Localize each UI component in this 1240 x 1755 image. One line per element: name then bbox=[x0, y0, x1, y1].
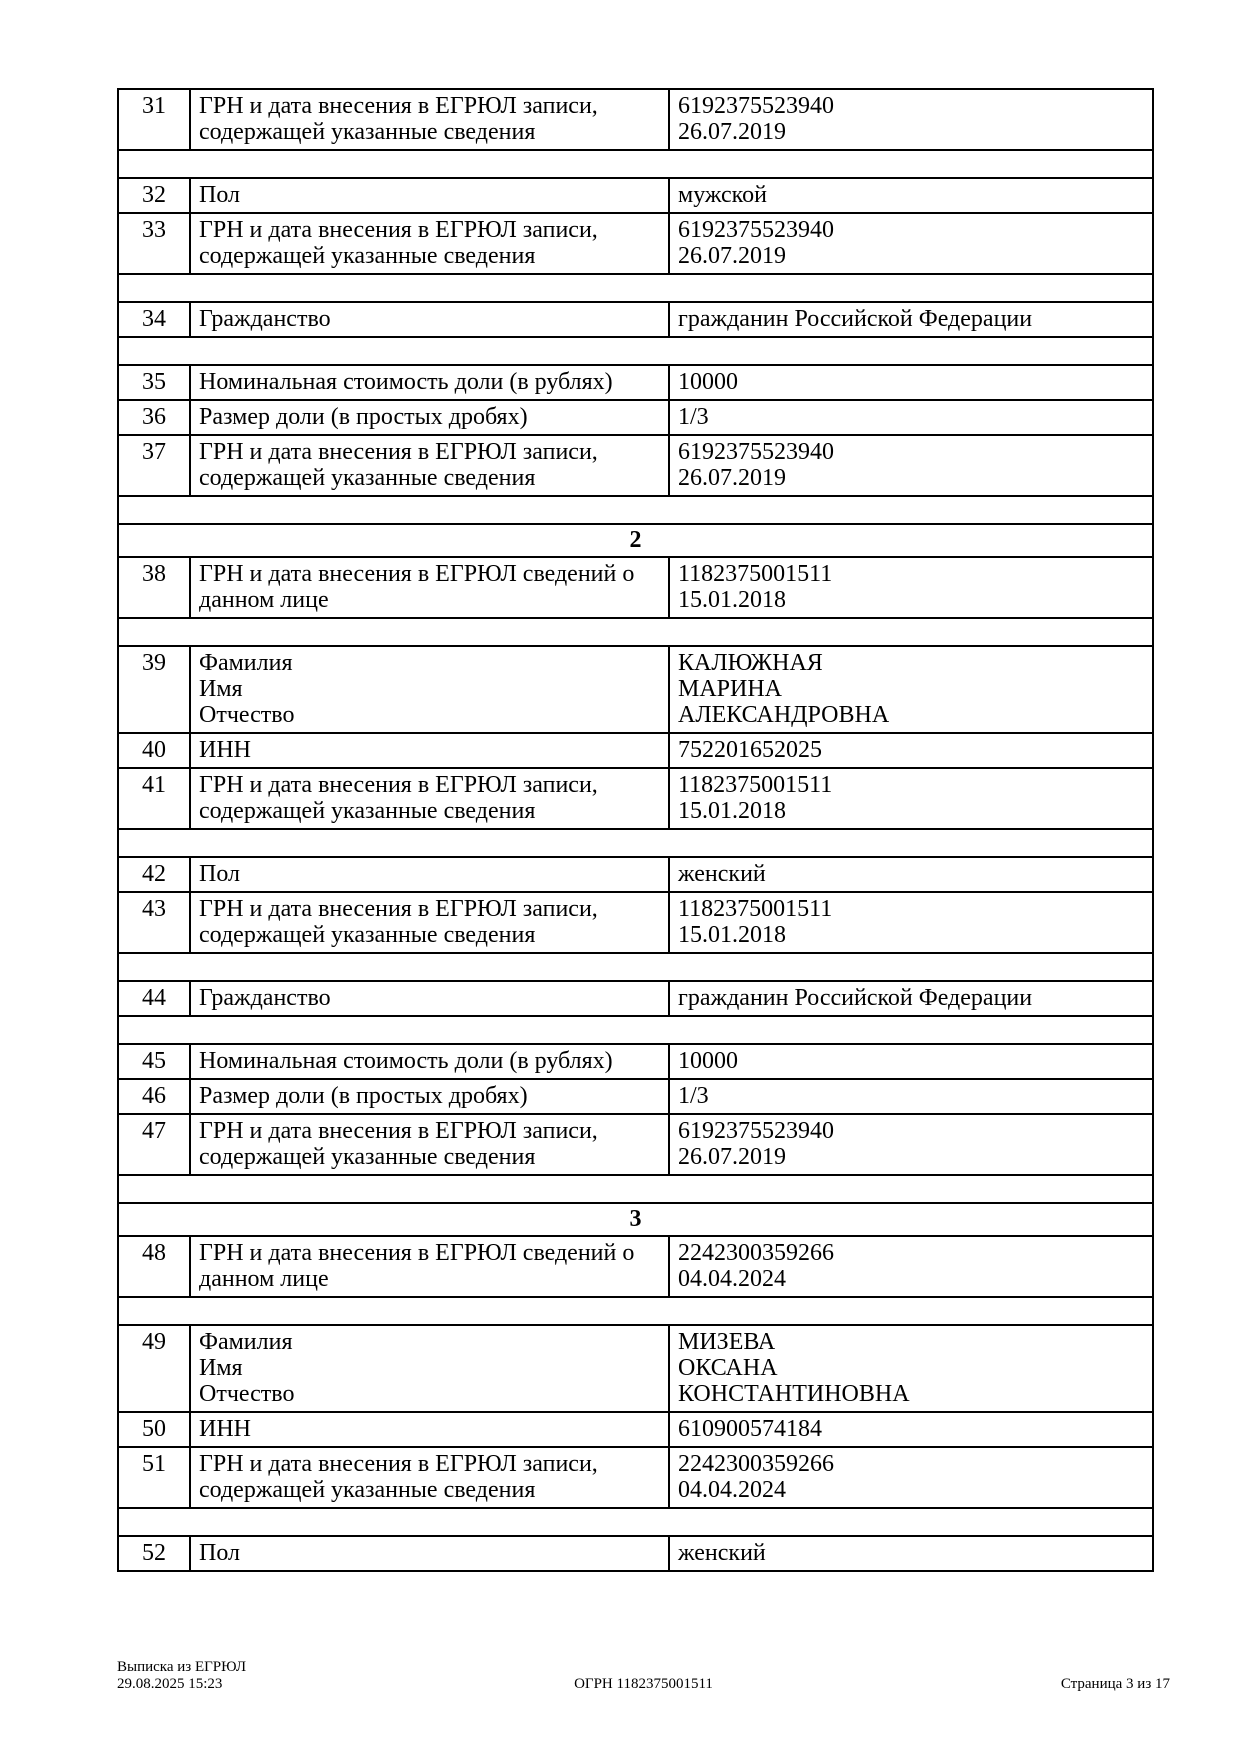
row-label bbox=[191, 982, 670, 1015]
value-line: 1/3 bbox=[678, 404, 709, 430]
row-label bbox=[191, 436, 670, 495]
spacer-row bbox=[119, 1017, 1152, 1045]
table-row bbox=[119, 1326, 1152, 1413]
table-row bbox=[119, 982, 1152, 1017]
row-label bbox=[191, 734, 670, 767]
row-value bbox=[670, 1413, 1152, 1446]
row-value bbox=[670, 893, 1152, 952]
value-line: женский bbox=[678, 1540, 766, 1566]
row-value bbox=[670, 1045, 1152, 1078]
value-line: гражданин Российской Федерации bbox=[678, 306, 1033, 332]
row-label bbox=[191, 647, 670, 732]
spacer-row bbox=[119, 1298, 1152, 1326]
row-value bbox=[670, 90, 1152, 149]
footer-left bbox=[117, 1659, 457, 1693]
label-line: содержащей указанные сведения bbox=[199, 798, 536, 824]
section-header-row bbox=[119, 1204, 1152, 1237]
row-value bbox=[670, 1237, 1152, 1296]
value-line: 15.01.2018 bbox=[678, 587, 786, 613]
row-value bbox=[670, 734, 1152, 767]
row-label bbox=[191, 179, 670, 212]
table-row bbox=[119, 179, 1152, 214]
page-footer bbox=[117, 1659, 1170, 1693]
label-line: Пол bbox=[199, 182, 240, 208]
value-line: КАЛЮЖНАЯ bbox=[678, 650, 823, 676]
row-label bbox=[191, 90, 670, 149]
row-value bbox=[670, 1537, 1152, 1570]
value-line: 04.04.2024 bbox=[678, 1266, 786, 1292]
label-line: ГРН и дата внесения в ЕГРЮЛ записи, bbox=[199, 439, 598, 465]
label-line: данном лице bbox=[199, 1266, 329, 1292]
value-line: 26.07.2019 bbox=[678, 243, 786, 269]
value-line: 1182375001511 bbox=[678, 772, 833, 798]
table-row bbox=[119, 1080, 1152, 1115]
table-row bbox=[119, 1448, 1152, 1509]
row-value bbox=[670, 303, 1152, 336]
row-label bbox=[191, 893, 670, 952]
row-label bbox=[191, 214, 670, 273]
table-row bbox=[119, 1537, 1152, 1572]
value-line: женский bbox=[678, 861, 766, 887]
row-number: 35 bbox=[119, 366, 191, 399]
row-label bbox=[191, 1537, 670, 1570]
value-line: 1/3 bbox=[678, 1083, 709, 1109]
row-number: 37 bbox=[119, 436, 191, 495]
row-label bbox=[191, 1413, 670, 1446]
label-line: Гражданство bbox=[199, 306, 331, 332]
value-line: 6192375523940 bbox=[678, 1118, 834, 1144]
row-number: 46 bbox=[119, 1080, 191, 1113]
value-line: 2242300359266 bbox=[678, 1240, 834, 1266]
label-line: Отчество bbox=[199, 1381, 295, 1407]
row-number: 49 bbox=[119, 1326, 191, 1411]
row-label bbox=[191, 769, 670, 828]
value-line: 26.07.2019 bbox=[678, 119, 786, 145]
row-number: 32 bbox=[119, 179, 191, 212]
value-line: 10000 bbox=[678, 369, 738, 395]
label-line: Размер доли (в простых дробях) bbox=[199, 1083, 528, 1109]
row-label bbox=[191, 558, 670, 617]
label-line: содержащей указанные сведения bbox=[199, 243, 536, 269]
value-line: 610900574184 bbox=[678, 1416, 822, 1442]
table-row bbox=[119, 858, 1152, 893]
footer-generated-timestamp: 29.08.2025 15:23 bbox=[117, 1676, 223, 1692]
value-line: 6192375523940 bbox=[678, 439, 834, 465]
row-value bbox=[670, 1115, 1152, 1174]
row-number: 52 bbox=[119, 1537, 191, 1570]
label-line: Отчество bbox=[199, 702, 295, 728]
row-value bbox=[670, 214, 1152, 273]
value-line: 26.07.2019 bbox=[678, 1144, 786, 1170]
table-row bbox=[119, 366, 1152, 401]
row-number: 42 bbox=[119, 858, 191, 891]
table-row bbox=[119, 214, 1152, 275]
row-number: 38 bbox=[119, 558, 191, 617]
table-row bbox=[119, 401, 1152, 436]
row-number: 41 bbox=[119, 769, 191, 828]
label-line: данном лице bbox=[199, 587, 329, 613]
row-value bbox=[670, 401, 1152, 434]
section-header-row bbox=[119, 525, 1152, 558]
table-row bbox=[119, 1045, 1152, 1080]
value-line: мужской bbox=[678, 182, 767, 208]
label-line: Номинальная стоимость доли (в рублях) bbox=[199, 369, 613, 395]
label-line: Номинальная стоимость доли (в рублях) bbox=[199, 1048, 613, 1074]
row-number: 36 bbox=[119, 401, 191, 434]
spacer-row bbox=[119, 275, 1152, 303]
spacer-row bbox=[119, 619, 1152, 647]
label-line: ГРН и дата внесения в ЕГРЮЛ сведений о bbox=[199, 1240, 635, 1266]
label-line: ИНН bbox=[199, 737, 251, 763]
value-line: 1182375001511 bbox=[678, 896, 833, 922]
row-value bbox=[670, 1448, 1152, 1507]
spacer-row bbox=[119, 830, 1152, 858]
spacer-row bbox=[119, 497, 1152, 525]
spacer-row bbox=[119, 151, 1152, 179]
row-label bbox=[191, 858, 670, 891]
table-row bbox=[119, 436, 1152, 497]
row-number: 33 bbox=[119, 214, 191, 273]
label-line: ИНН bbox=[199, 1416, 251, 1442]
row-number: 40 bbox=[119, 734, 191, 767]
row-value bbox=[670, 647, 1152, 732]
value-line: ОКСАНА bbox=[678, 1355, 778, 1381]
spacer-row bbox=[119, 1509, 1152, 1537]
row-label bbox=[191, 401, 670, 434]
label-line: ГРН и дата внесения в ЕГРЮЛ записи, bbox=[199, 772, 598, 798]
row-value bbox=[670, 179, 1152, 212]
row-number: 44 bbox=[119, 982, 191, 1015]
row-value bbox=[670, 769, 1152, 828]
row-value bbox=[670, 858, 1152, 891]
row-value bbox=[670, 558, 1152, 617]
footer-page-number: Страница 3 из 17 bbox=[1060, 1676, 1170, 1692]
value-line: 04.04.2024 bbox=[678, 1477, 786, 1503]
table-row bbox=[119, 90, 1152, 151]
spacer-row bbox=[119, 338, 1152, 366]
label-line: Пол bbox=[199, 1540, 240, 1566]
egrul-table bbox=[117, 88, 1154, 1572]
value-line: 752201652025 bbox=[678, 737, 822, 763]
row-value bbox=[670, 436, 1152, 495]
label-line: Размер доли (в простых дробях) bbox=[199, 404, 528, 430]
value-line: 10000 bbox=[678, 1048, 738, 1074]
label-line: содержащей указанные сведения bbox=[199, 1477, 536, 1503]
row-number: 34 bbox=[119, 303, 191, 336]
row-value bbox=[670, 366, 1152, 399]
row-number: 43 bbox=[119, 893, 191, 952]
label-line: Имя bbox=[199, 1355, 243, 1381]
table-row bbox=[119, 769, 1152, 830]
label-line: Фамилия bbox=[199, 1329, 293, 1355]
spacer-row bbox=[119, 1176, 1152, 1204]
value-line: 26.07.2019 bbox=[678, 465, 786, 491]
value-line: 15.01.2018 bbox=[678, 922, 786, 948]
label-line: Пол bbox=[199, 861, 240, 887]
label-line: ГРН и дата внесения в ЕГРЮЛ записи, bbox=[199, 1451, 598, 1477]
row-number: 45 bbox=[119, 1045, 191, 1078]
row-label bbox=[191, 1237, 670, 1296]
label-line: содержащей указанные сведения bbox=[199, 1144, 536, 1170]
label-line: ГРН и дата внесения в ЕГРЮЛ записи, bbox=[199, 217, 598, 243]
row-label bbox=[191, 303, 670, 336]
footer-doc-type: Выписка из ЕГРЮЛ bbox=[117, 1659, 246, 1675]
value-line: гражданин Российской Федерации bbox=[678, 985, 1033, 1011]
label-line: ГРН и дата внесения в ЕГРЮЛ записи, bbox=[199, 1118, 598, 1144]
value-line: 6192375523940 bbox=[678, 93, 834, 119]
label-line: ГРН и дата внесения в ЕГРЮЛ записи, bbox=[199, 93, 598, 119]
label-line: содержащей указанные сведения bbox=[199, 465, 536, 491]
row-label bbox=[191, 1080, 670, 1113]
value-line: АЛЕКСАНДРОВНА bbox=[678, 702, 890, 728]
label-line: Фамилия bbox=[199, 650, 293, 676]
value-line: КОНСТАНТИНОВНА bbox=[678, 1381, 910, 1407]
table-row bbox=[119, 558, 1152, 619]
row-number: 50 bbox=[119, 1413, 191, 1446]
label-line: содержащей указанные сведения bbox=[199, 922, 536, 948]
spacer-row bbox=[119, 954, 1152, 982]
row-number: 31 bbox=[119, 90, 191, 149]
table-row bbox=[119, 1115, 1152, 1176]
row-label bbox=[191, 1326, 670, 1411]
row-label bbox=[191, 1115, 670, 1174]
section-number: 3 bbox=[629, 1206, 642, 1232]
row-value bbox=[670, 1326, 1152, 1411]
label-line: содержащей указанные сведения bbox=[199, 119, 536, 145]
value-line: 1182375001511 bbox=[678, 561, 833, 587]
section-number: 2 bbox=[629, 527, 642, 553]
row-number: 47 bbox=[119, 1115, 191, 1174]
row-label bbox=[191, 1448, 670, 1507]
label-line: ГРН и дата внесения в ЕГРЮЛ записи, bbox=[199, 896, 598, 922]
footer-ogrn: ОГРН 1182375001511 bbox=[574, 1676, 713, 1692]
row-label bbox=[191, 366, 670, 399]
value-line: 2242300359266 bbox=[678, 1451, 834, 1477]
value-line: МИЗЕВА bbox=[678, 1329, 776, 1355]
table-row bbox=[119, 1413, 1152, 1448]
row-number: 39 bbox=[119, 647, 191, 732]
value-line: МАРИНА bbox=[678, 676, 783, 702]
row-label bbox=[191, 1045, 670, 1078]
label-line: Гражданство bbox=[199, 985, 331, 1011]
table-row bbox=[119, 303, 1152, 338]
table-row bbox=[119, 893, 1152, 954]
table-row bbox=[119, 734, 1152, 769]
row-value bbox=[670, 1080, 1152, 1113]
row-number: 51 bbox=[119, 1448, 191, 1507]
value-line: 15.01.2018 bbox=[678, 798, 786, 824]
label-line: ГРН и дата внесения в ЕГРЮЛ сведений о bbox=[199, 561, 635, 587]
row-number: 48 bbox=[119, 1237, 191, 1296]
label-line: Имя bbox=[199, 676, 243, 702]
table-row bbox=[119, 647, 1152, 734]
row-value bbox=[670, 982, 1152, 1015]
value-line: 6192375523940 bbox=[678, 217, 834, 243]
table-row bbox=[119, 1237, 1152, 1298]
